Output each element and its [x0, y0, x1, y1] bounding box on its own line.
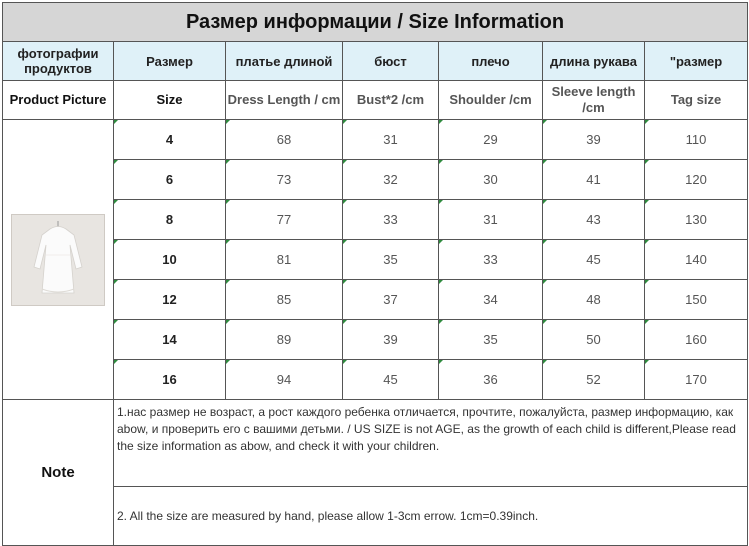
cell-length: 68 — [226, 120, 343, 160]
cell-length: 81 — [226, 240, 343, 280]
cell-size: 10 — [114, 240, 226, 280]
note-text-1: 1.нас размер не возраст, а рост каждого ребенка отличается, прочтите, пожалуйста, размер информацию, как abow, и проверить его с вашими детьми. / US SIZE is not AGE, as the growth of each child is different,Please read the size information as abow, and check it with your children. — [114, 400, 748, 487]
cell-shoulder: 30 — [439, 160, 543, 200]
cell-size: 12 — [114, 280, 226, 320]
cell-shoulder: 31 — [439, 200, 543, 240]
table-row — [3, 360, 748, 400]
table-row — [3, 240, 748, 280]
cell-sleeve: 41 — [543, 160, 645, 200]
cell-tag: 140 — [645, 240, 748, 280]
header-en-picture: Product Picture — [3, 81, 114, 120]
note-label: Note — [3, 400, 114, 546]
cell-bust: 39 — [343, 320, 439, 360]
cell-bust: 37 — [343, 280, 439, 320]
table-row — [3, 160, 748, 200]
cell-size: 16 — [114, 360, 226, 400]
cell-bust: 31 — [343, 120, 439, 160]
table-title: Размер информации / Size Information — [3, 3, 748, 42]
header-en-sleeve: Sleeve length /cm — [543, 81, 645, 120]
cell-shoulder: 35 — [439, 320, 543, 360]
cell-shoulder: 29 — [439, 120, 543, 160]
header-en-size: Size — [114, 81, 226, 120]
product-picture-cell — [3, 120, 114, 400]
cell-size: 4 — [114, 120, 226, 160]
header-ru-bust: бюст — [343, 42, 439, 81]
table-row — [3, 200, 748, 240]
cell-length: 85 — [226, 280, 343, 320]
table-row — [3, 280, 748, 320]
table-row — [3, 120, 748, 160]
cell-length: 77 — [226, 200, 343, 240]
cell-sleeve: 45 — [543, 240, 645, 280]
cell-length: 73 — [226, 160, 343, 200]
cell-length: 94 — [226, 360, 343, 400]
cell-bust: 33 — [343, 200, 439, 240]
cell-size: 8 — [114, 200, 226, 240]
cell-sleeve: 52 — [543, 360, 645, 400]
header-ru-shoulder: плечо — [439, 42, 543, 81]
cell-tag: 150 — [645, 280, 748, 320]
cell-sleeve: 39 — [543, 120, 645, 160]
cell-tag: 120 — [645, 160, 748, 200]
cell-tag: 170 — [645, 360, 748, 400]
note-row-2 — [3, 487, 748, 546]
header-ru-picture: фотографии продуктов — [3, 42, 114, 81]
header-row-ru — [3, 42, 748, 81]
cell-size: 14 — [114, 320, 226, 360]
cell-bust: 45 — [343, 360, 439, 400]
cell-sleeve: 50 — [543, 320, 645, 360]
cell-shoulder: 34 — [439, 280, 543, 320]
cell-tag: 130 — [645, 200, 748, 240]
cell-length: 89 — [226, 320, 343, 360]
cell-tag: 110 — [645, 120, 748, 160]
header-en-length: Dress Length / cm — [226, 81, 343, 120]
cell-bust: 35 — [343, 240, 439, 280]
header-en-tag: Tag size — [645, 81, 748, 120]
size-table — [2, 2, 748, 546]
cell-bust: 32 — [343, 160, 439, 200]
header-ru-sleeve: длина рукава — [543, 42, 645, 81]
cell-shoulder: 33 — [439, 240, 543, 280]
cell-sleeve: 48 — [543, 280, 645, 320]
cell-sleeve: 43 — [543, 200, 645, 240]
header-en-bust: Bust*2 /cm — [343, 81, 439, 120]
header-ru-length: платье длиной — [226, 42, 343, 81]
note-text-2: 2. All the size are measured by hand, please allow 1-3cm errow. 1cm=0.39inch. — [114, 487, 748, 546]
header-row-en — [3, 81, 748, 120]
white-dress-photo-icon — [11, 214, 105, 306]
cell-tag: 160 — [645, 320, 748, 360]
cell-shoulder: 36 — [439, 360, 543, 400]
header-ru-tag: "размер — [645, 42, 748, 81]
table-row — [3, 320, 748, 360]
header-ru-size: Размер — [114, 42, 226, 81]
cell-size: 6 — [114, 160, 226, 200]
header-en-shoulder: Shoulder /cm — [439, 81, 543, 120]
note-row-1 — [3, 400, 748, 487]
